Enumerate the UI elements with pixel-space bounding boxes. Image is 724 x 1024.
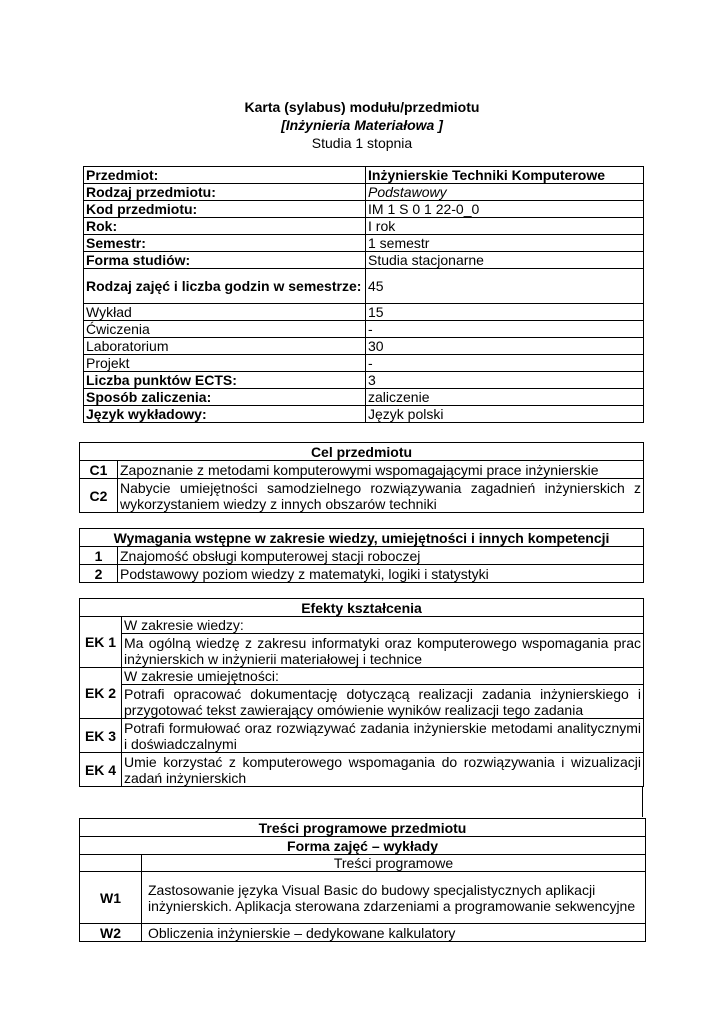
content-heading: Treści programowe przedmiotu: [80, 819, 646, 837]
info-label: Język wykładowy:: [84, 406, 366, 423]
info-label: Projekt: [84, 355, 366, 372]
goal-code: C1: [80, 461, 118, 479]
info-label: Rok:: [84, 218, 366, 235]
info-value: 1 semestr: [366, 235, 644, 252]
program-content-table: [79, 818, 646, 942]
info-row: [84, 218, 644, 235]
info-row: [84, 252, 644, 269]
info-label: Wykład: [84, 304, 366, 321]
info-row: [84, 321, 644, 338]
info-row: [84, 338, 644, 355]
outcome-code: EK 4: [80, 753, 122, 787]
requirement-text: Znajomość obsługi komputerowej stacji roboczej: [118, 547, 644, 565]
content-column-header: Treści programowe: [142, 855, 646, 872]
info-value: -: [366, 355, 644, 372]
info-value: -: [366, 321, 644, 338]
goal-text: Zapoznanie z metodami komputerowymi wspomagającymi prace inżynierskie: [118, 461, 644, 479]
info-label: Przedmiot:: [84, 167, 366, 184]
info-value: 3: [366, 372, 644, 389]
info-value: I rok: [366, 218, 644, 235]
info-row: [84, 167, 644, 184]
outcome-code: EK 2: [80, 668, 122, 719]
outcomes-table: [79, 598, 644, 787]
info-label: Ćwiczenia: [84, 321, 366, 338]
info-row: [84, 355, 644, 372]
requirement-code: 2: [80, 565, 118, 583]
info-value: Inżynierskie Techniki Komputerowe: [366, 167, 644, 184]
outcome-code: EK 1: [80, 617, 122, 668]
info-value: Język polski: [366, 406, 644, 423]
content-form: Forma zajęć – wykłady: [80, 837, 646, 855]
outcome-text: Potrafi opracować dokumentację dotyczącą realizacji zadania inżynierskiego i przygotować tekst zawierający omówienie wyników realizacji tego zadania: [122, 685, 644, 719]
requirement-code: 1: [80, 547, 118, 565]
document-title: Karta (sylabus) modułu/przedmiotu: [244, 99, 480, 115]
info-label: Liczba punktów ECTS:: [84, 372, 366, 389]
info-row: [84, 235, 644, 252]
info-row: [84, 389, 644, 406]
course-info-table: [83, 166, 644, 423]
requirements-table: [79, 528, 644, 583]
requirement-text: Podstawowy poziom wiedzy z matematyki, logiki i statystyki: [118, 565, 644, 583]
skills-label: W zakresie umiejętności:: [122, 668, 644, 685]
document-header: [0, 98, 724, 152]
page-break-line: [642, 787, 643, 817]
content-text: Obliczenia inżynierskie – dedykowane kalkulatory: [142, 924, 646, 942]
goals-heading: Cel przedmiotu: [80, 443, 644, 461]
study-level: Studia 1 stopnia: [311, 135, 413, 151]
info-value: IM 1 S 0 1 22-0_0: [366, 201, 644, 218]
content-code: W1: [80, 872, 142, 924]
outcome-code: EK 3: [80, 719, 122, 753]
info-label: Rodzaj zajęć i liczba godzin w semestrze:: [84, 269, 366, 304]
outcome-text: Umie korzystać z komputerowego wspomagania do rozwiązywania i wizualizacji zadań inżynierskich: [122, 753, 644, 787]
info-label: Kod przedmiotu:: [84, 201, 366, 218]
info-label: Forma studiów:: [84, 252, 366, 269]
requirements-heading: Wymagania wstępne w zakresie wiedzy, umiejętności i innych kompetencji: [80, 529, 644, 547]
info-row: [84, 406, 644, 423]
empty-cell: [80, 855, 142, 872]
info-value: 15: [366, 304, 644, 321]
info-label: Rodzaj przedmiotu:: [84, 184, 366, 201]
outcome-text: Potrafi formułować oraz rozwiązywać zadania inżynierskie metodami analitycznymi i doświadczalnymi: [122, 719, 644, 753]
knowledge-label: W zakresie wiedzy:: [122, 617, 644, 634]
info-row: [84, 304, 644, 321]
info-label: Sposób zaliczenia:: [84, 389, 366, 406]
goals-table: [79, 442, 644, 513]
goal-code: C2: [80, 479, 118, 513]
info-value: Podstawowy: [366, 184, 644, 201]
subject-name: [Inżynieria Materiałowa ]: [281, 117, 443, 133]
info-row: [84, 269, 644, 304]
info-label: Semestr:: [84, 235, 366, 252]
content-text: Zastosowanie języka Visual Basic do budowy specjalistycznych aplikacji inżynierskich. Aplikacja sterowana zdarzeniami a programowanie sekwencyjne: [142, 872, 646, 924]
info-value: 30: [366, 338, 644, 355]
info-row: [84, 184, 644, 201]
info-row: [84, 201, 644, 218]
info-value: 45: [366, 269, 644, 304]
goal-text: Nabycie umiejętności samodzielnego rozwiązywania zagadnień inżynierskich z wykorzystaniem wiedzy z innych obszarów techniki: [118, 479, 644, 513]
info-value: zaliczenie: [366, 389, 644, 406]
outcomes-heading: Efekty kształcenia: [80, 599, 644, 617]
info-label: Laboratorium: [84, 338, 366, 355]
content-code: W2: [80, 924, 142, 942]
outcome-text: Ma ogólną wiedzę z zakresu informatyki oraz komputerowego wspomagania prac inżynierskich w inżynierii materiałowej i technice: [122, 634, 644, 668]
info-row: [84, 372, 644, 389]
info-value: Studia stacjonarne: [366, 252, 644, 269]
